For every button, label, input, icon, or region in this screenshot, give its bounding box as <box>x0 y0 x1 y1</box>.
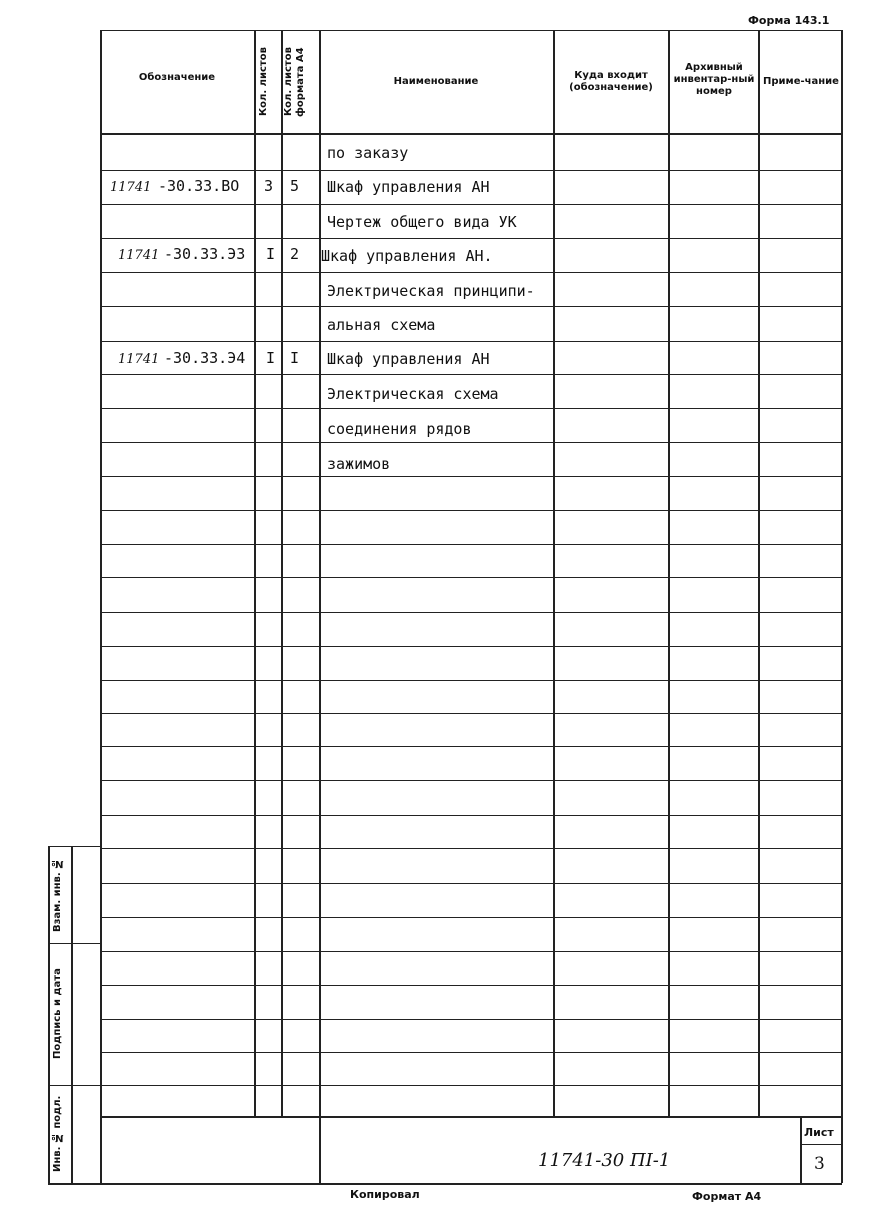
row-line <box>100 204 842 205</box>
row-sheets: 3 <box>264 177 274 195</box>
side-label-podpis: Подпись и дата <box>52 968 63 1060</box>
header-naimenovanie: Наименование <box>393 76 479 87</box>
row-line <box>100 917 842 918</box>
form-label: Форма 143.1 <box>748 14 830 27</box>
row-line <box>100 951 842 952</box>
row-line <box>100 170 842 171</box>
row-sheets: I <box>266 245 276 263</box>
footer-format: Формат А4 <box>692 1190 762 1203</box>
sheet-number: 3 <box>814 1154 825 1174</box>
row-code: -30.33.Э3 <box>164 245 246 263</box>
header-oboznachenie: Обозначение <box>138 72 216 83</box>
row-name: Чертеж общего вида УК <box>327 213 517 231</box>
row-line <box>100 746 842 747</box>
row-code-prefix: 11741 <box>110 180 152 195</box>
footer-copied: Копировал <box>350 1188 420 1201</box>
row-line <box>100 374 842 375</box>
row-line <box>100 612 842 613</box>
row-line <box>100 985 842 986</box>
row-line <box>100 646 842 647</box>
row-name: зажимов <box>327 455 391 473</box>
row-line <box>100 883 842 884</box>
row-name: соединения рядов <box>327 420 472 438</box>
row-line <box>100 1052 842 1053</box>
row-line <box>100 1019 842 1020</box>
row-code-prefix: 11741 <box>118 352 160 367</box>
row-line <box>100 577 842 578</box>
document-code: 11741-30 ПI-1 <box>538 1150 671 1171</box>
row-line <box>100 306 842 307</box>
row-line <box>100 408 842 409</box>
row-name: альная схема <box>327 316 436 334</box>
header-kuda-vhodit: Куда входит (обозначение) <box>569 70 653 93</box>
row-a4: I <box>290 349 300 367</box>
row-name: Электрическая принципи- <box>327 282 535 300</box>
row-name: по заказу <box>327 144 409 162</box>
row-name: Электрическая схема <box>327 385 499 403</box>
row-line <box>100 442 842 443</box>
row-line <box>100 713 842 714</box>
row-line <box>100 272 842 273</box>
row-code-prefix: 11741 <box>118 248 160 263</box>
header-kol-listov-a4: Кол. листов формата А4 <box>283 47 306 117</box>
header-arhivnyi: Архивный инвентар-ный номер <box>673 62 755 97</box>
row-code: -30.33.Э4 <box>164 349 246 367</box>
row-a4: 2 <box>290 245 300 263</box>
sheet-label: Лист <box>804 1126 834 1139</box>
row-sheets: I <box>266 349 276 367</box>
header-kol-listov: Кол. листов <box>258 47 269 117</box>
row-line <box>100 341 842 342</box>
row-line <box>100 680 842 681</box>
row-line <box>100 1085 842 1086</box>
header-primechanie: Приме-чание <box>763 76 839 87</box>
row-line <box>100 238 842 239</box>
row-line <box>100 476 842 477</box>
row-name: Шкаф управления АН. <box>321 247 493 265</box>
row-name: Шкаф управления АН <box>327 178 490 196</box>
row-code: -30.33.ВО <box>158 177 240 195</box>
row-name: Шкаф управления АН <box>327 350 490 368</box>
row-line <box>100 780 842 781</box>
row-a4: 5 <box>290 177 300 195</box>
row-line <box>100 510 842 511</box>
side-label-inv-podl: Инв. № подл. <box>52 1095 63 1173</box>
row-line <box>100 848 842 849</box>
row-line <box>100 544 842 545</box>
side-label-vzam: Взам. инв. № <box>52 857 63 932</box>
row-line <box>100 815 842 816</box>
